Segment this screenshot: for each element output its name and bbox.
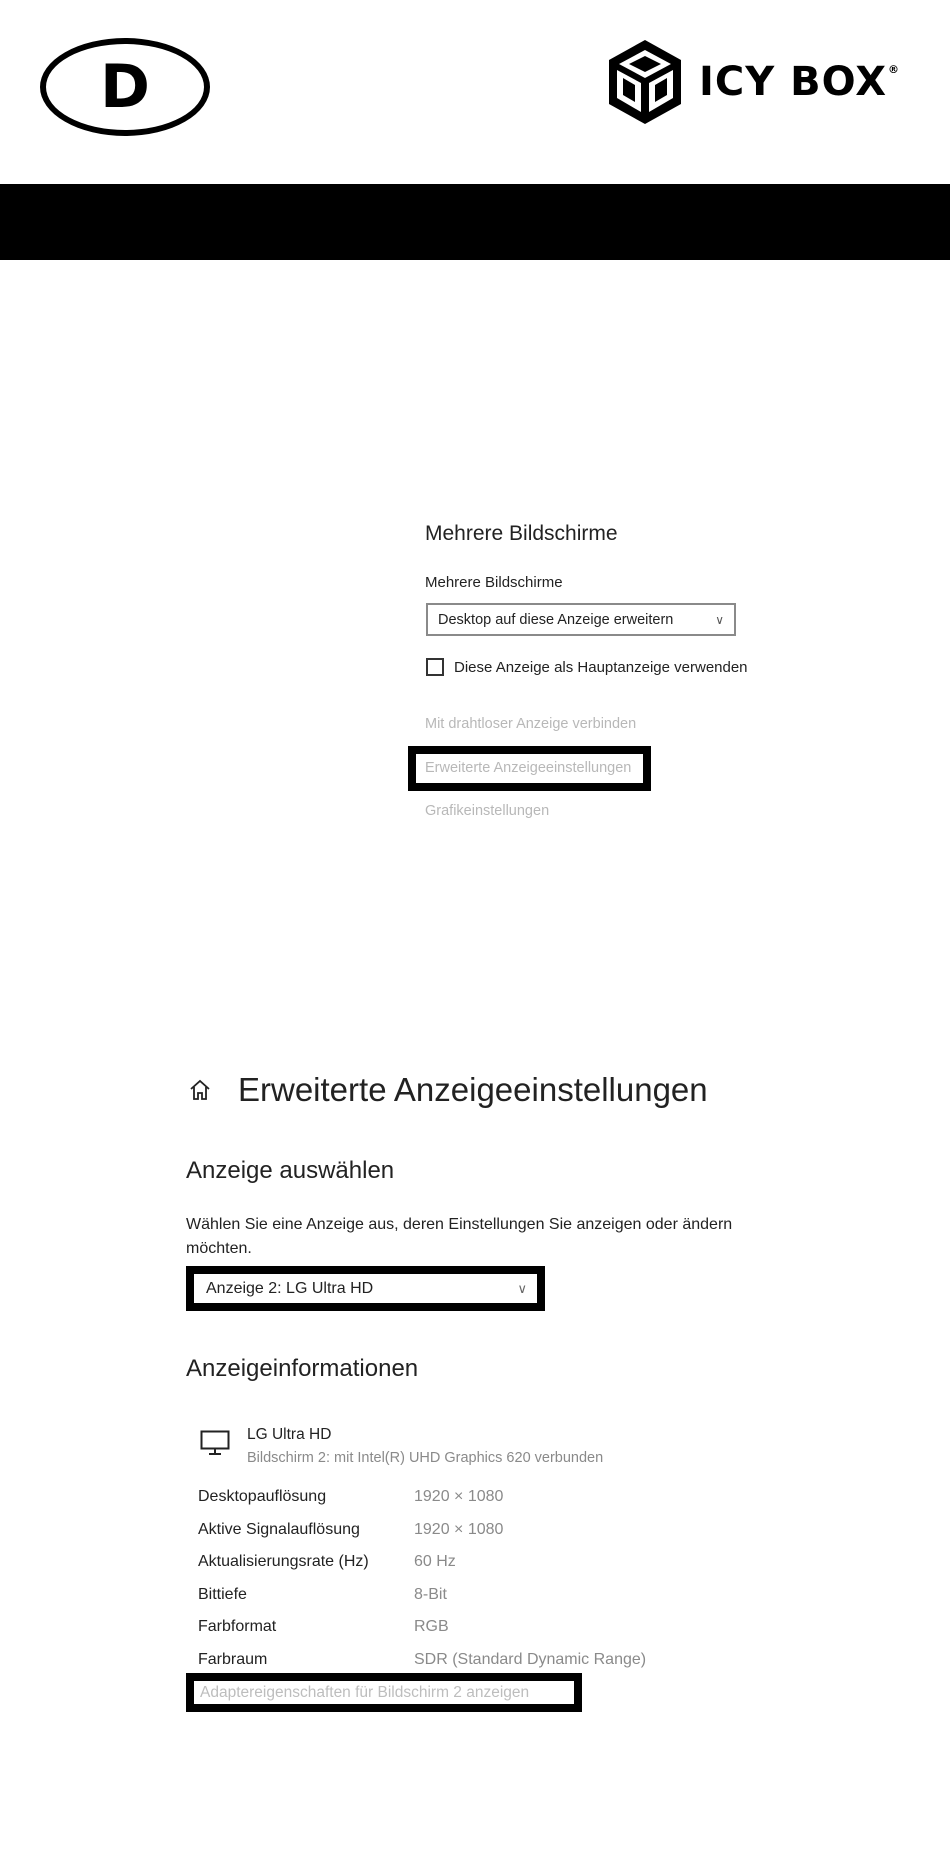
multiple-displays-heading: Mehrere Bildschirme — [425, 522, 618, 545]
highlight-box-adapter-link — [186, 1673, 582, 1712]
chevron-down-icon: ∨ — [715, 612, 724, 627]
display-info-heading: Anzeigeinformationen — [186, 1355, 419, 1382]
info-value: SDR (Standard Dynamic Range) — [414, 1651, 647, 1668]
monitor-name: LG Ultra HD — [247, 1426, 332, 1443]
brand-logo — [605, 36, 900, 128]
info-label: Farbformat — [198, 1618, 277, 1635]
select-display-heading: Anzeige auswählen — [186, 1157, 395, 1184]
cube-logo-icon — [605, 36, 685, 128]
language-badge-letter: D — [100, 52, 150, 122]
monitor-icon — [200, 1430, 230, 1456]
info-value: 60 Hz — [414, 1553, 456, 1570]
main-display-checkbox[interactable] — [426, 658, 444, 676]
main-display-checkbox-row[interactable] — [426, 658, 748, 676]
advanced-display-settings-link[interactable]: Erweiterte Anzeigeeinstellungen — [425, 760, 632, 776]
info-value: 8-Bit — [414, 1586, 447, 1603]
info-label: Aktualisierungsrate (Hz) — [198, 1553, 369, 1570]
display-select-dropdown[interactable] — [186, 1266, 545, 1311]
highlight-box-advanced-settings — [408, 746, 651, 791]
monitor-subtitle: Bildschirm 2: mit Intel(R) UHD Graphics 620 verbunden — [247, 1450, 604, 1466]
info-value: 1920 × 1080 — [414, 1488, 504, 1505]
info-label: Farbraum — [198, 1651, 268, 1668]
info-value: 1920 × 1080 — [414, 1521, 504, 1538]
chevron-down-icon: ∨ — [517, 1280, 527, 1296]
brand-wordmark: ICY BOX® — [699, 59, 901, 105]
select-display-description: Wählen Sie eine Anzeige aus, deren Einstellungen Sie anzeigen oder ändern möchten. — [186, 1216, 733, 1257]
info-label: Desktopauflösung — [198, 1488, 327, 1505]
home-icon[interactable] — [188, 1078, 212, 1102]
wireless-display-link[interactable]: Mit drahtloser Anzeige verbinden — [425, 716, 637, 732]
language-badge — [40, 38, 210, 136]
graphics-settings-link[interactable]: Grafikeinstellungen — [425, 803, 550, 819]
multiple-displays-label: Mehrere Bildschirme — [425, 574, 563, 591]
info-value: RGB — [414, 1618, 449, 1635]
info-label: Aktive Signalauflösung — [198, 1521, 360, 1538]
page-title: Erweiterte Anzeigeeinstellungen — [238, 1071, 708, 1108]
adapter-properties-link[interactable]: Adaptereigenschaften für Bildschirm 2 anzeigen — [200, 1684, 530, 1701]
main-display-checkbox-label: Diese Anzeige als Hauptanzeige verwenden — [454, 658, 748, 676]
multiple-displays-dropdown-value: Desktop auf diese Anzeige erweitern — [438, 611, 674, 628]
header-black-bar — [0, 184, 950, 260]
display-select-value: Anzeige 2: LG Ultra HD — [206, 1279, 374, 1297]
multiple-displays-dropdown[interactable] — [426, 603, 736, 636]
info-label: Bittiefe — [198, 1586, 247, 1603]
